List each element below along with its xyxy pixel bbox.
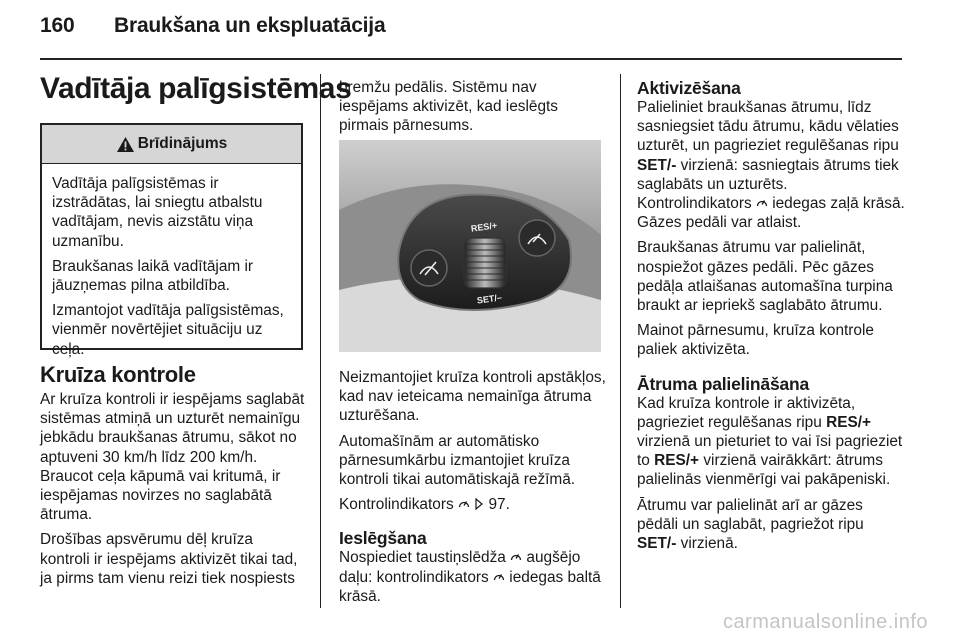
set-control-label: SET/- xyxy=(637,156,677,174)
text-run: iedegas baltā krāsā. xyxy=(339,568,601,605)
warning-header xyxy=(42,125,301,164)
col2-paragraph-2: Automašīnām ar automātisko pārnesumkārbu izmantojiet kruīza kontroli tikai automātiskajā režīmā. xyxy=(339,432,576,489)
text-run: Palieliniet braukšanas ātrumu, līdz sasniegsiet tādu ātrumu, kādu vēlaties uzturēt, un pagrieziet regulēšanas ripu xyxy=(637,99,899,155)
col3-paragraph-5 xyxy=(637,496,905,554)
text-run: virzienā: sasniegtais ātrums tiek saglabāts un uzturēts. Kontrolindikators xyxy=(637,156,899,213)
res-control-label: RES/+ xyxy=(826,413,872,431)
activation-heading: Aktivizēšana xyxy=(637,78,741,98)
indicator-prefix: Kontrolindikators xyxy=(339,496,454,514)
cruise-control-icon xyxy=(493,571,505,583)
cruise-control-icon xyxy=(458,498,470,510)
text-run: virzienā. xyxy=(680,535,738,553)
col3-paragraph-1 xyxy=(637,98,905,232)
col2-paragraph-top: bremžu pedālis. Sistēmu nav iespējams aktivizēt, kad ieslēgts pirmais pārnesums. xyxy=(339,79,558,135)
col2-paragraph-1: Neizmantojiet kruīza kontroli apstākļos, kad nav ieteicama nemainīga ātruma uzturēšana. xyxy=(339,369,606,425)
col2-paragraph-4 xyxy=(339,548,609,606)
header-rule xyxy=(40,58,902,60)
warning-triangle-icon xyxy=(116,136,135,153)
section-title: Vadītāja palīgsistēmas xyxy=(40,72,352,105)
text-run: virzienā un pieturiet to vai īsi pagrieziet to xyxy=(637,433,903,470)
cruise-control-heading: Kruīza kontrole xyxy=(40,362,196,387)
col3-paragraph-4 xyxy=(637,394,905,490)
text-run: virzienā vairākkārt: ātrums palielinās vienmērīgi vai pakāpeniski. xyxy=(637,452,891,489)
indicator-page-ref[interactable]: 97. xyxy=(488,496,510,514)
steering-wheel-controls-image xyxy=(339,140,601,352)
column-1-text xyxy=(40,362,306,594)
warning-paragraph-2: Braukšanas laikā vadītājam ir jāuzņemas pilna atbildība. xyxy=(52,257,254,295)
page-reference-arrow-icon xyxy=(474,498,484,510)
page-number: 160 xyxy=(40,14,75,37)
column-2-top xyxy=(339,78,607,142)
text-run: Kad kruīza kontrole ir aktivizēta, pagrieziet regulēšanas ripu xyxy=(637,394,856,431)
column-3-text xyxy=(637,78,905,559)
res-control-label: RES/+ xyxy=(654,452,700,470)
set-control-label: SET/- xyxy=(637,535,677,553)
switch-on-heading: Ieslēgšana xyxy=(339,528,427,549)
column-2-text xyxy=(339,368,609,612)
set-label: SET/– xyxy=(476,292,503,306)
warning-title: Brīdinājums xyxy=(137,135,228,152)
text-run: Ātrumu var palielināt arī ar gāzes pēdāli un saglabāt, pagriežot ripu xyxy=(637,496,864,533)
text-run: augšējo daļu: kontrolindikators xyxy=(339,549,581,586)
res-label: RES/+ xyxy=(470,220,498,234)
column-divider-1 xyxy=(320,74,321,608)
cruise-control-icon xyxy=(510,551,522,563)
cruise-control-icon xyxy=(756,197,768,209)
speed-increase-heading: Ātruma palielināšana xyxy=(637,373,810,394)
col3-paragraph-2: Braukšanas ātrumu var palielināt, nospiežot gāzes pedāli. Pēc gāzes pedāļa atlaišanas automašīna turpina braukt ar iepriekš saglabāto ātrumu. xyxy=(637,239,893,315)
watermark: carmanualsonline.info xyxy=(722,611,928,633)
chapter-title: Braukšana un ekspluatācija xyxy=(114,14,386,37)
text-run: Nospiediet taustiņslēdža xyxy=(339,549,506,567)
text-run: iedegas zaļā krāsā. Gāzes pedāli var atlaist. xyxy=(637,195,905,232)
column-divider-2 xyxy=(620,74,621,608)
col1-paragraph-2: Drošības apsvērumu dēļ kruīza kontroli ir iespējams aktivizēt tikai tad, ja pirms tam vienu reizi tiek nospiests xyxy=(40,531,298,587)
warning-paragraph-1: Vadītāja palīgsistēmas ir izstrādātas, lai sniegtu atbalstu vadītājam, nevis aizstātu viņa uzmanību. xyxy=(52,175,263,250)
warning-paragraph-3: Izmantojot vadītāja palīgsistēmas, vienmēr novērtējiet situāciju uz ceļa. xyxy=(52,302,284,358)
col1-paragraph-1: Ar kruīza kontroli ir iespējams saglabāt sistēmas atmiņā un uzturēt nemainīgu jebkādu braukšanas ātrumu, sākot no aptuveni 30 km/h līdz 200 km/h. Braucot ceļa kāpumā vai kritumā, ir iespējamas novirzes no saglabātā ātruma. xyxy=(40,391,305,524)
col2-paragraph-3 xyxy=(339,495,609,514)
warning-box xyxy=(40,123,303,358)
col3-paragraph-3: Mainot pārnesumu, kruīza kontrole paliek aktivizēta. xyxy=(637,322,874,359)
page-header xyxy=(40,14,385,38)
